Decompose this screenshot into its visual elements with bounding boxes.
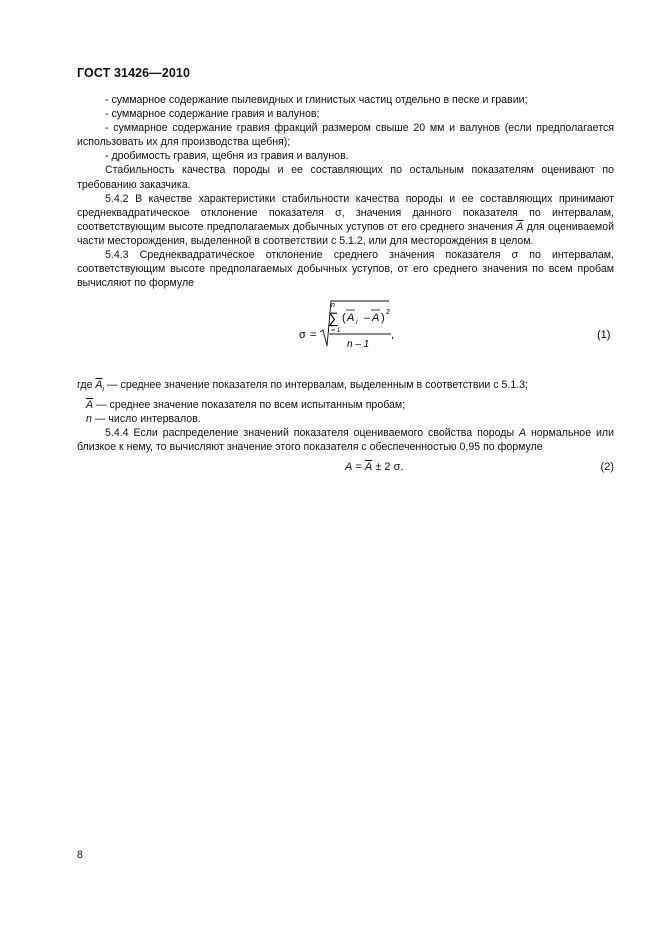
- legend-text: — среднее значение показателя по всем испытанным пробам;: [93, 398, 406, 411]
- paragraph-5-4-2: [77, 192, 614, 248]
- close-paren: ): [381, 312, 385, 325]
- formula-number: (1): [597, 329, 611, 342]
- paragraph-text: 5.4.4 Если распределение значений показателя оцениваемого свойства породы: [105, 426, 519, 439]
- open-paren: (: [342, 312, 346, 325]
- paragraph-text: 5.4.2 В качестве характеристики стабильности качества породы и ее составляющих принимают среднеквадратическое отклонение показателя σ, значения данного показателя по интервалам, соответствующим высоте предполагаемых добычных уступов от его среднего значения: [77, 192, 614, 233]
- paragraph-stability: Стабильность качества породы и ее составляющих по остальным показателям оценивают по требованию заказчика.: [77, 164, 614, 191]
- legend-var-a-i: $\overline{A}$: [95, 379, 103, 392]
- paragraph-5-4-3: 5.4.3 Среднеквадратическое отклонение среднего значения показателя σ по интервалам, соответствующим высоте предполагаемых добычных уступов, от его среднего значения по всем пробам вычисляют по формуле: [77, 249, 614, 290]
- minus-sign: –: [364, 312, 371, 325]
- formula-2-number: (2): [600, 460, 614, 473]
- formula-1: [77, 296, 614, 370]
- paragraph-5-4-4: [77, 426, 614, 454]
- legend-subscript: i: [102, 386, 105, 394]
- sum-sign: ∑: [328, 310, 339, 328]
- legend-text: — среднее значение показателя по интервалам, выделенным в соответствии с 5.1.3;: [104, 379, 528, 392]
- legend-line-2: [77, 398, 614, 412]
- formula-comma: ,: [391, 329, 395, 342]
- bullet-item: - суммарное содержание гравия фракций размером свыше 20 мм и валунов (если предполагается использовать их для производства щебня);: [77, 122, 614, 149]
- formula-sigma: σ: [299, 329, 306, 342]
- sum-lower-limit: i = 1: [328, 327, 341, 335]
- bullet-item: - дробимость гравия, щебня из гравия и валунов.: [105, 150, 349, 163]
- a-i-symbol: A: [347, 312, 355, 325]
- formula-2-eq: =: [355, 460, 362, 473]
- variable-a: A: [518, 426, 527, 439]
- denominator: n – 1: [347, 339, 370, 351]
- variable-a-bar: $\overline{A}$: [516, 220, 524, 233]
- legend-var-n: n: [86, 412, 92, 425]
- paragraph-text: нормальное или близкое к нему, то вычисляют значение этого показателя с обеспеченностью 0,95 по формуле: [77, 426, 614, 453]
- paragraph-text: для оцениваемой части месторождения, выделенной в соответствии с 5.1.2, или для месторождения в целом.: [77, 220, 614, 247]
- document-header: ГОСТ 31426—2010: [77, 66, 191, 80]
- exponent: 2: [386, 309, 390, 317]
- formula-2-rest: ± 2 σ.: [375, 460, 404, 473]
- formula-2-expression: [345, 460, 403, 474]
- legend-var-a-bar: $\overline{A}$: [86, 398, 94, 411]
- formula-1-graphic: [77, 296, 614, 370]
- a-bar-symbol: A: [372, 312, 380, 325]
- formula-2-a-bar: $\overline{A}$: [364, 460, 373, 473]
- legend-line-3: [77, 412, 614, 426]
- bullet-item: - суммарное содержание пылевидных и глинистых частиц отдельно в песке и гравии;: [105, 94, 528, 106]
- legend-prefix: где: [77, 379, 93, 392]
- legend-block: [77, 378, 614, 425]
- formula-2-lhs: A: [345, 460, 353, 473]
- formula-equals: =: [310, 329, 317, 342]
- sum-upper-limit: n: [331, 302, 335, 310]
- legend-line-1: [77, 378, 614, 397]
- page-number: 8: [77, 849, 83, 861]
- a-i-subscript: i: [356, 319, 358, 327]
- document-body: [77, 93, 614, 478]
- bullet-item: - суммарное содержание гравия и валунов;: [105, 108, 320, 121]
- formula-2: [77, 458, 614, 478]
- legend-text: — число интервалов.: [91, 412, 201, 425]
